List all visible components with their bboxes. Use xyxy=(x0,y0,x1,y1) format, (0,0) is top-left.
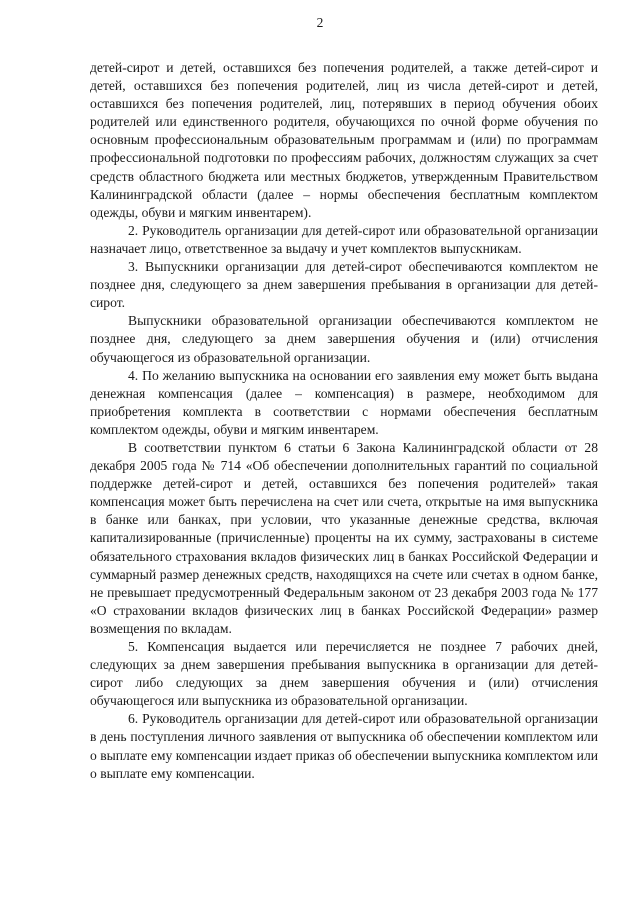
document-body xyxy=(90,59,598,783)
paragraph-item-4-law-reference: В соответствии пунктом 6 статьи 6 Закона Калининградской области от 28 декабря 2005 года № 714 «Об обеспечении дополнительных гарантий по социальной поддержке детей-сирот и детей, оставшихся без попечения родителей» такая компенсация может быть перечислена на счет или счета, открытые на имя выпускника в банке или банках, при условии, что указанные денежные средства, включая капитализированные (причисленные) проценты на их сумму, застрахованы в системе обязательного страхования вкладов физических лиц в банках Российской Федерации и суммарный размер денежных средств, находящихся на счете или счетах в одном банке, не превышает предусмотренный Федеральным законом от 23 декабря 2003 года № 177 «О страховании вкладов физических лиц в банках Российской Федерации» размер возмещения по вкладам. xyxy=(90,439,598,636)
paragraph-1-continuation: детей-сирот и детей, оставшихся без попечения родителей, а также детей-сирот и детей, оставшихся без попечения родителей, лиц из числа детей-сирот и детей, оставшихся без попечения родителей, лиц, потерявших в период обучения обоих родителей или единственного родителя, обучающихся по очной форме обучения по основным профессиональным образовательным программам и (или) по программам профессиональной подготовки по профессиям рабочих, должностям служащих за счет средств областного бюджета или местных бюджетов, утвержденным Правительством Калининградской области (далее – нормы обеспечения бесплатным комплектом одежды, обуви и мягким инвентарем). xyxy=(90,60,598,220)
paragraph-item-6: 6. Руководитель организации для детей-сирот или образовательной организации в день поступления личного заявления от выпускника об обеспечении комплектом или о выплате ему компенсации издает приказ об обеспечении выпускника комплектом или о выплате ему компенсации. xyxy=(90,711,599,781)
paragraph-item-3-graduates: Выпускники образовательной организации обеспечиваются комплектом не позднее дня, следующего за днем завершения обучения и (или) отчисления обучающегося из образовательной организации. xyxy=(90,313,598,365)
paragraph-item-3: 3. Выпускники организации для детей-сирот обеспечиваются комплектом не позднее дня, следующего за днем завершения пребывания в организации для детей-сирот. xyxy=(90,259,598,311)
paragraph-item-4: 4. По желанию выпускника на основании его заявления ему может быть выдана денежная компенсация (далее – компенсация) в размере, необходимом для приобретения комплекта в соответствии с нормами обеспечения бесплатным комплектом одежды, обуви и мягким инвентарем. xyxy=(90,367,598,437)
paragraph-item-2: 2. Руководитель организации для детей-сирот или образовательной организации назначает лицо, ответственное за выдачу и учет комплектов выпускникам. xyxy=(90,222,598,256)
page-number: 2 xyxy=(316,15,324,30)
paragraph-item-5: 5. Компенсация выдается или перечисляется не позднее 7 рабочих дней, следующих за днем завершения пребывания выпускника в организации для детей-сирот либо следующих за днем завершения обучения и (или) отчисления обучающегося или выпускника из образовательной организации. xyxy=(90,639,598,709)
